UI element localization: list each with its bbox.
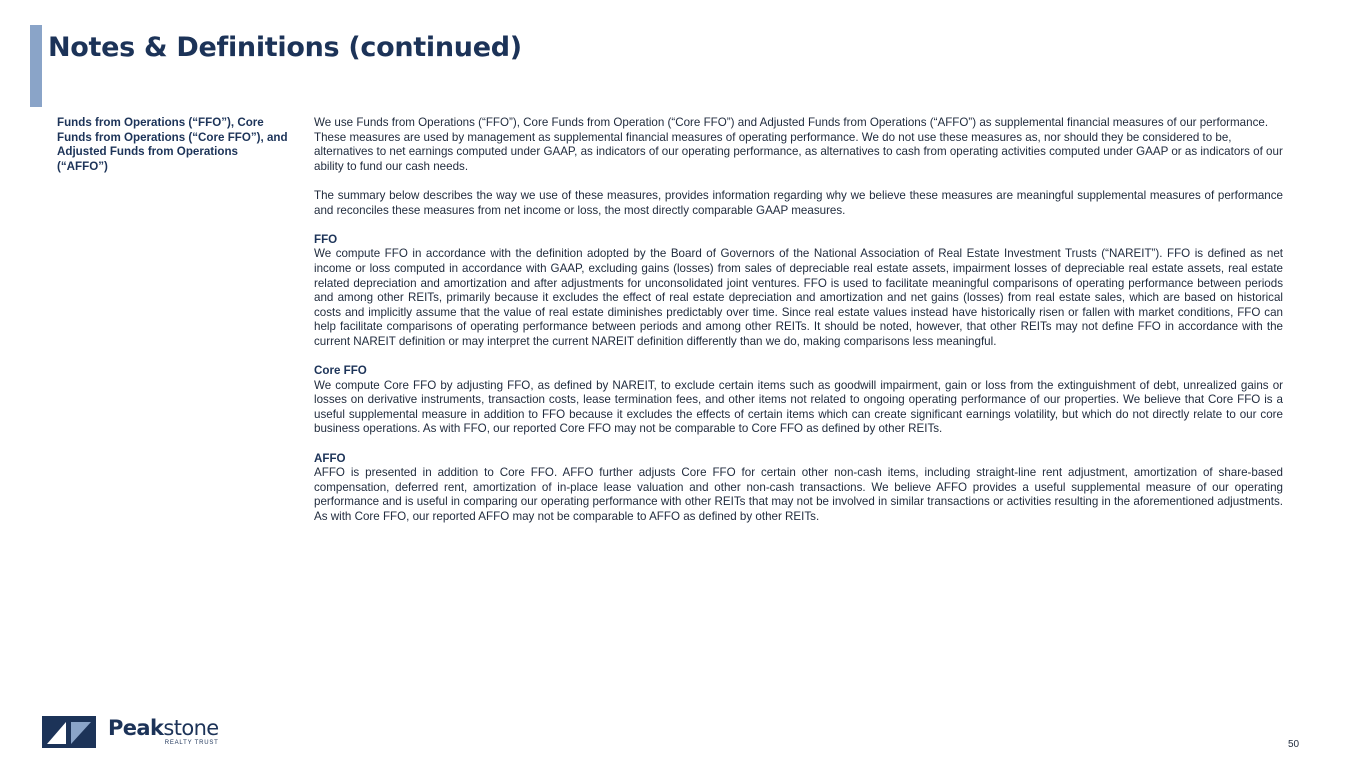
intro-paragraph-2: The summary below describes the way we use of these measures, provides information regarding why we believe these measures are meaningful supplemental measures of performance and reconciles these measures from net income or loss, the most directly comparable GAAP measures. <box>314 188 1283 217</box>
section-side-label: Funds from Operations (“FFO”), Core Funds from Operations (“Core FFO”), and Adjusted Funds from Operations (“AFFO”) <box>57 116 288 173</box>
peakstone-mountain-logo-icon <box>42 716 96 748</box>
page-number: 50 <box>1288 739 1300 750</box>
ffo-text: We compute FFO in accordance with the definition adopted by the Board of Governors of the National Association of Real Estate Investment Trusts (“NAREIT”). FFO is defined as net income or loss computed in accordance with GAAP, excluding gains (losses) from sales of depreciable real estate assets, impairment losses of depreciable real estate assets, real estate related depreciation and amortization and after adjustments for unconsolidated joint ventures. FFO is used to facilitate meaningful comparisons of operating performance between periods and among other REITs, primarily because it excludes the effect of real estate depreciation and amortization and net gains (losses) from real estate sales, which are based on historical costs and implicitly assume that the value of real estate diminishes predictably over time. Since real estate values instead have historically risen or fallen with market conditions, FFO can help facilitate comparisons of operating performance between periods and among other REITs. It should be noted, however, that other REITs may not define FFO in accordance with the current NAREIT definition or may interpret the current NAREIT definition differently than we do, making comparisons less meaningful. <box>314 247 1283 348</box>
logo-subtitle: REALTY TRUST <box>164 740 219 746</box>
affo-text: AFFO is presented in addition to Core FFO. AFFO further adjusts Core FFO for certain other non-cash items, including straight-line rent adjustment, amortization of share-based compensation, deferred rent, amortization of in-place lease valuation and other non-cash transactions. We believe AFFO provides a useful supplemental measure of our operating performance and is useful in comparing our operating performance with other REITs that may not be involved in similar transactions or activities resulting in the aforementioned adjustments. As with Core FFO, our reported AFFO may not be comparable to AFFO as defined by other REITs. <box>314 466 1283 524</box>
page-title: Notes & Definitions (continued) <box>48 32 522 63</box>
logo-word-light: stone <box>163 716 219 740</box>
intro-paragraph-1: We use Funds from Operations (“FFO”), Core Funds from Operation (“Core FFO”) and Adjusted Funds from Operations (“AFFO”) as supplemental financial measures of our performance. These measures are used by management as supplemental financial measures of operating performance. We do not use these measures as, nor should they be considered to be, alternatives to net earnings computed under GAAP, as indicators of our operating performance, as alternatives to cash from operating activities computed under GAAP or as indicators of our ability to fund our cash needs. <box>314 116 1283 173</box>
logo-wordmark <box>108 717 219 747</box>
core-ffo-section <box>314 364 1283 437</box>
ffo-section <box>314 233 1283 350</box>
affo-section <box>314 452 1283 525</box>
peakstone-logo <box>42 716 219 748</box>
logo-word <box>108 717 219 739</box>
affo-heading: AFFO <box>314 451 346 465</box>
core-ffo-heading: Core FFO <box>314 364 367 378</box>
definitions-body <box>314 116 1283 539</box>
core-ffo-text: We compute Core FFO by adjusting FFO, as defined by NAREIT, to exclude certain items such as goodwill impairment, gain or loss from the extinguishment of debt, unrealized gains or losses on derivative instruments, transaction costs, lease termination fees, and other items not related to ongoing operating performance of our properties. We believe that Core FFO is a useful supplemental measure in addition to FFO because it excludes the effects of certain items which can create significant earnings volatility, but which do not directly relate to our core business operations. As with FFO, our reported Core FFO may not be comparable to Core FFO as defined by other REITs. <box>314 378 1283 436</box>
logo-word-bold: Peak <box>108 716 164 740</box>
title-accent-bar <box>30 25 42 107</box>
ffo-heading: FFO <box>314 232 338 246</box>
